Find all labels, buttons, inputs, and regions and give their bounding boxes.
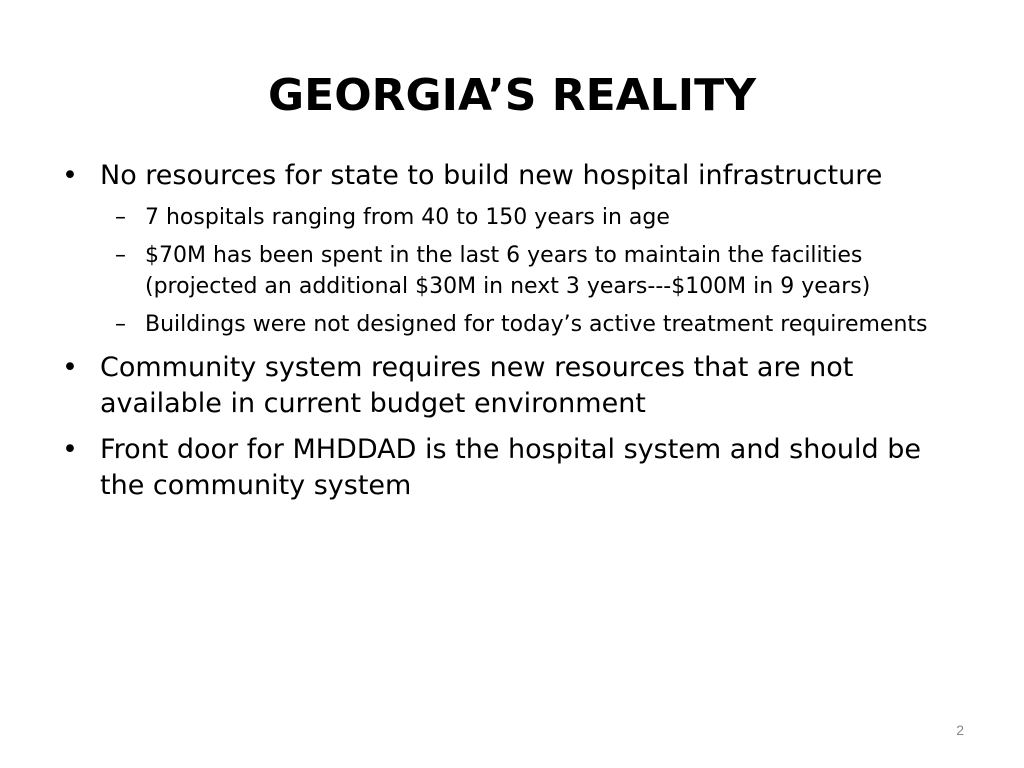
sub-bullet-marker: – — [115, 312, 126, 337]
slide-title: GEORGIA’S REALITY — [268, 70, 756, 121]
slide-content — [60, 158, 970, 514]
bullet-marker: • — [62, 352, 78, 383]
bullet-text: Front door for MHDDAD is the hospital system and should be the community system — [100, 434, 921, 501]
sub-bullet-list — [100, 202, 970, 340]
bullet-item — [60, 350, 970, 422]
sub-bullet-item — [100, 309, 970, 340]
bullet-text: No resources for state to build new hospital infrastructure — [100, 160, 883, 191]
sub-bullet-marker: – — [115, 243, 126, 268]
bullet-list — [60, 158, 970, 504]
bullet-item — [60, 432, 970, 504]
sub-bullet-text: Buildings were not designed for today’s active treatment requirements — [145, 312, 928, 337]
sub-bullet-item — [100, 202, 970, 233]
sub-bullet-text: 7 hospitals ranging from 40 to 150 years in age — [145, 205, 670, 230]
bullet-marker: • — [62, 160, 78, 191]
sub-bullet-item — [100, 240, 970, 302]
bullet-marker: • — [62, 434, 78, 465]
sub-bullet-text: $70M has been spent in the last 6 years to maintain the facilities (projected an additional $30M in next 3 years---$100M in 9 years) — [145, 243, 871, 299]
bullet-item — [60, 158, 970, 340]
bullet-text: Community system requires new resources that are not available in current budget environment — [100, 352, 854, 419]
sub-bullet-marker: – — [115, 205, 126, 230]
slide-number: 2 — [956, 722, 964, 738]
